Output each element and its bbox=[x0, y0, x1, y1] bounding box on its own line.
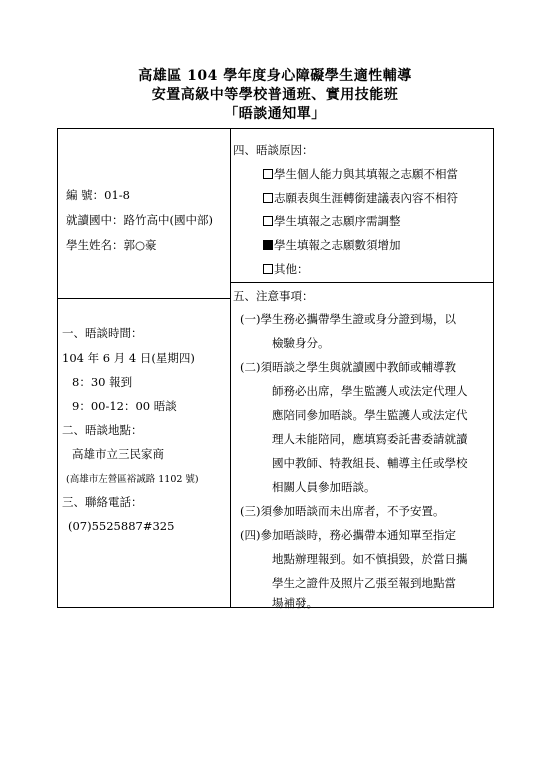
reason-item: 學生填報之志願數須增加 bbox=[263, 238, 401, 252]
note-line: 場補發。 bbox=[272, 596, 318, 610]
note-line: 地點辦理報到。如不慎損毀，於當日攜 bbox=[272, 552, 468, 566]
phone-heading: 三、聯絡電話： bbox=[62, 495, 143, 509]
note-line: 師務必出席，學生監護人或法定代理人 bbox=[272, 384, 468, 398]
place-heading: 二、晤談地點： bbox=[62, 423, 143, 437]
report-time: 8：30 報到 bbox=[72, 375, 133, 389]
checked-checkbox-icon bbox=[263, 240, 273, 250]
place-address: (高雄市左營區裕誠路 1102 號) bbox=[66, 474, 199, 485]
title-line-3: 「晤談通知單」 bbox=[224, 106, 326, 122]
note-line: 理人未能陪同，應填寫委託書委請就讀 bbox=[272, 432, 468, 446]
notes-heading: 五、注意事項： bbox=[233, 289, 314, 303]
note-line: (一)學生務必攜帶學生證或身分證到場，以 bbox=[240, 312, 456, 326]
note-line: 國中教師、特教組長、輔導主任或學校 bbox=[272, 456, 468, 470]
time-heading: 一、晤談時間： bbox=[62, 326, 143, 340]
title-line-1: 高雄區 104 學年度身心障礙學生適性輔導 bbox=[138, 68, 412, 84]
left-row-divider bbox=[57, 298, 230, 299]
note-line: 相關人員參加晤談。 bbox=[272, 480, 376, 494]
note-line: (四)參加晤談時，務必攜帶本通知單至指定 bbox=[240, 528, 456, 542]
checkbox-icon bbox=[263, 216, 273, 226]
reason-item: 學生填報之志願序需調整 bbox=[263, 214, 401, 228]
reason-item: 志願表與生涯轉銜建議表內容不相符 bbox=[263, 191, 458, 205]
place-name: 高雄市立三民家商 bbox=[72, 447, 164, 461]
checkbox-icon bbox=[263, 193, 273, 203]
student-number: 編 號：01-8 bbox=[66, 188, 130, 202]
note-line: (三)須參加晤談而未出席者，不予安置。 bbox=[240, 504, 445, 518]
student-school: 就讀國中：路竹高中(國中部) bbox=[66, 213, 213, 227]
note-line: 學生之證件及照片乙張至報到地點當 bbox=[272, 576, 456, 590]
note-line: 檢驗身分。 bbox=[272, 336, 330, 350]
title-line-2: 安置高級中等學校普通班、實用技能班 bbox=[151, 87, 399, 103]
reasons-heading: 四、晤談原因： bbox=[233, 143, 314, 157]
column-divider bbox=[230, 128, 231, 608]
interview-time: 9：00-12：00 晤談 bbox=[72, 399, 177, 413]
reason-item: 其他： bbox=[263, 262, 309, 276]
student-name: 學生姓名：郭○豪 bbox=[66, 238, 157, 252]
checkbox-icon bbox=[263, 264, 273, 274]
reason-item: 學生個人能力與其填報之志願不相當 bbox=[263, 167, 458, 181]
note-line: 應陪同參加晤談。學生監護人或法定代 bbox=[272, 408, 468, 422]
note-line: (二)須晤談之學生與就讀國中教師或輔導教 bbox=[240, 360, 456, 374]
interview-date: 104 年 6 月 4 日(星期四) bbox=[62, 351, 195, 365]
right-row-divider bbox=[230, 282, 494, 283]
phone-number: (07)5525887#325 bbox=[68, 519, 175, 533]
checkbox-icon bbox=[263, 169, 273, 179]
